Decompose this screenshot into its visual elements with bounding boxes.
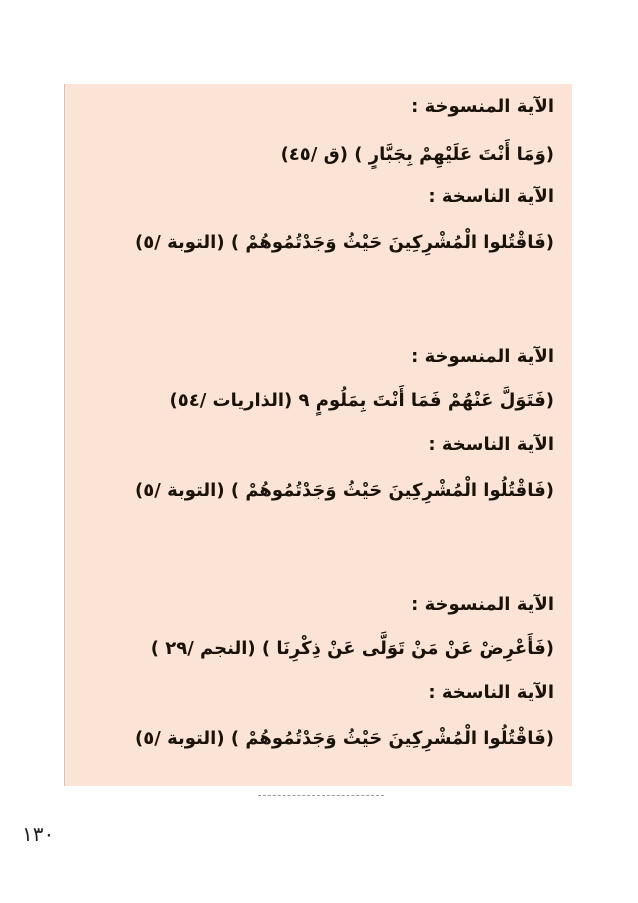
footnote-separator	[258, 795, 384, 796]
abrogating-verse-2: (فَاقْتُلُوا الْمُشْرِكِينَ حَيْثُ وَجَدْتُمُوهُمْ ) (التوبة /٥)	[135, 480, 554, 501]
page-number: ١٣٠	[22, 822, 55, 846]
abrogated-verse-2: (فَتَوَلَّ عَنْهُمْ فَمَا أَنْتَ بِمَلُومٍ ٩ (الذاريات /٥٤)	[169, 390, 554, 411]
abrogated-label-3: الآية المنسوخة :	[411, 594, 554, 615]
abrogating-verse-1: (فَاقْتُلوا الْمُشْرِكِينَ حَيْثُ وَجَدْتُمُوهُمْ ) (التوبة /٥)	[135, 232, 554, 253]
abrogating-label-3: الآية الناسخة :	[428, 682, 554, 703]
abrogating-label-1: الآية الناسخة :	[428, 186, 554, 207]
abrogated-label-1: الآية المنسوخة :	[411, 96, 554, 117]
abrogating-label-2: الآية الناسخة :	[428, 434, 554, 455]
abrogated-verse-3: (فَأَعْرِضْ عَنْ مَنْ تَوَلَّى عَنْ ذِكْرِنَا ) (النجم /٢٩ )	[150, 638, 554, 659]
abrogated-label-2: الآية المنسوخة :	[411, 346, 554, 367]
abrogated-verse-1: (وَمَا أَنْتَ عَلَيْهِمْ بِجَبَّارٍ ) (ق /٤٥)	[280, 144, 554, 165]
abrogating-verse-3: (فَاقْتُلُوا الْمُشْرِكِينَ حَيْثُ وَجَدْتُمُوهُمْ ) (التوبة /٥)	[135, 728, 554, 749]
scanned-page-panel	[64, 84, 572, 786]
